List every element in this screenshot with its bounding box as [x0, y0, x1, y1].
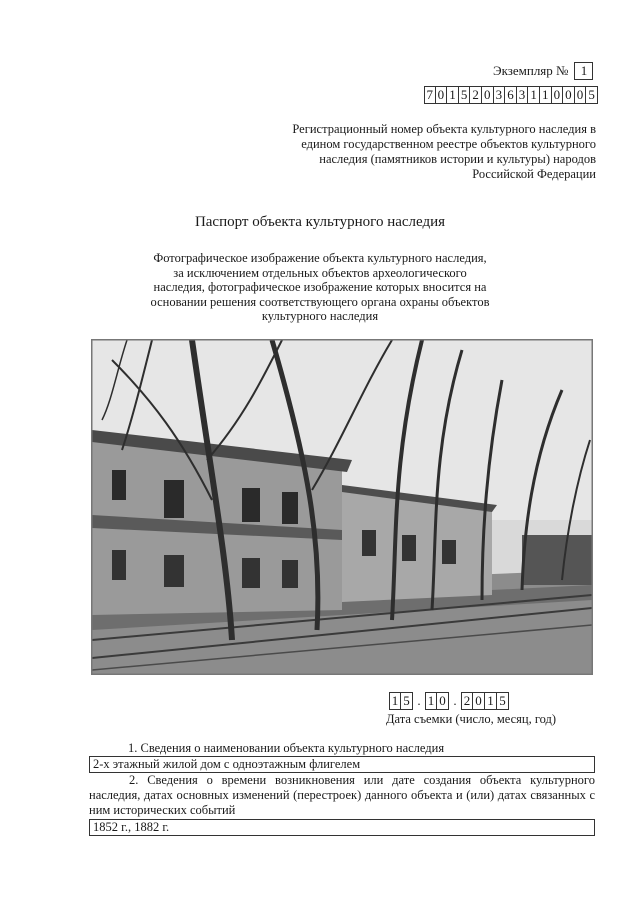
date-digit: 2 [461, 692, 473, 710]
registration-digit: 2 [470, 86, 482, 104]
registration-number [424, 86, 598, 104]
registration-digit: 1 [540, 86, 552, 104]
registration-digit: 3 [494, 86, 506, 104]
registration-digit: 5 [586, 86, 598, 104]
photo-description: Фотографическое изображение объекта культурного наследия, за исключением отдельных объектов археологического наследия, фотографическое изображение которых вносится на основании решения соответствующего органа охраны объектов культурного наследия [150, 251, 490, 323]
section2-heading: 2. Сведения о времени возникновения или дате создания объекта культурного наследия, датах основных изменений (перестроек) данного объекта и (или) датах связанных с ним исторических событий [89, 773, 595, 817]
registration-note: Регистрационный номер объекта культурного наследия в едином государственном реестре объектов культурного наследия (памятников истории и культуры) народов Российской Федерации [292, 122, 596, 181]
section1-heading: 1. Сведения о наименовании объекта культурного наследия [128, 741, 445, 755]
registration-digit: 6 [505, 86, 517, 104]
shoot-date-day [389, 692, 413, 710]
shoot-date [389, 692, 509, 710]
copy-number-row [493, 62, 593, 80]
registration-digit: 0 [552, 86, 564, 104]
shoot-date-year [461, 692, 509, 710]
section1-value: 2-х этажный жилой дом с одноэтажным флигелем [89, 756, 595, 773]
date-digit: 0 [473, 692, 485, 710]
document-title: Паспорт объекта культурного наследия [194, 214, 446, 230]
date-digit: 0 [437, 692, 449, 710]
registration-digit: 0 [563, 86, 575, 104]
registration-digit: 0 [575, 86, 587, 104]
registration-digit: 1 [447, 86, 459, 104]
registration-digit: 3 [517, 86, 529, 104]
copy-label: Экземпляр № [493, 63, 569, 78]
registration-digit: 7 [424, 86, 436, 104]
section2-value: 1852 г., 1882 г. [89, 819, 595, 836]
registration-digit: 1 [528, 86, 540, 104]
building-photo-illustration [92, 340, 592, 674]
date-digit: 5 [497, 692, 509, 710]
registration-digit: 0 [436, 86, 448, 104]
shoot-date-caption: Дата съемки (число, месяц, год) [386, 712, 557, 726]
date-digit: 1 [389, 692, 401, 710]
date-digit: 1 [485, 692, 497, 710]
date-digit: 1 [425, 692, 437, 710]
date-separator: . [417, 693, 421, 708]
shoot-date-month [425, 692, 449, 710]
building-photo [91, 339, 593, 675]
copy-number: 1 [574, 62, 593, 80]
registration-digit: 0 [482, 86, 494, 104]
date-digit: 5 [401, 692, 413, 710]
registration-digit: 5 [459, 86, 471, 104]
date-separator: . [453, 693, 457, 708]
